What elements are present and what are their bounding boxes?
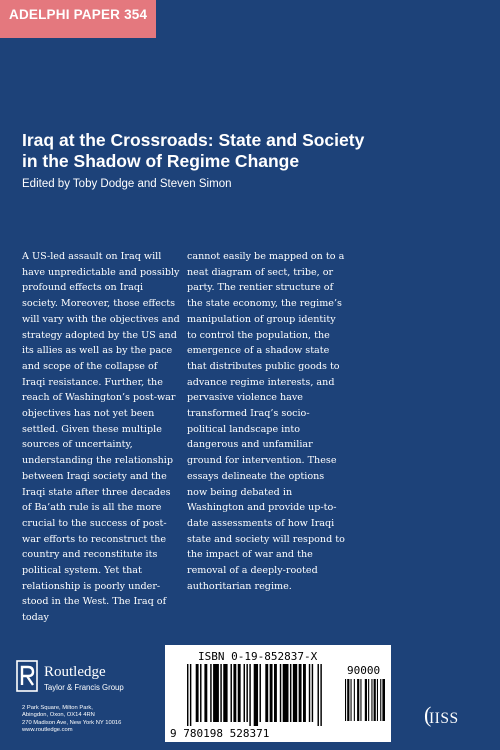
ean-barcode <box>187 664 339 726</box>
barcode-bar <box>223 664 227 722</box>
barcode-bar <box>213 664 219 722</box>
price-barcode <box>345 679 385 725</box>
barcode-bar <box>204 664 207 722</box>
barcode-bar <box>260 664 261 722</box>
barcode-bar <box>299 664 302 722</box>
publisher-group: Taylor & Francis Group <box>44 683 124 692</box>
barcode-bar <box>377 679 378 721</box>
barcode-bar <box>365 679 367 721</box>
book-title-line-2: in the Shadow of Regime Change <box>22 151 300 171</box>
barcode-bar <box>303 664 306 722</box>
barcode-bar <box>318 664 319 726</box>
barcode-bar <box>345 679 346 721</box>
address-line: 270 Madison Ave, New York NY 10016 <box>22 719 122 726</box>
barcode-bar <box>280 664 281 722</box>
barcode-bar <box>371 679 372 721</box>
barcode-bar <box>254 664 258 726</box>
publisher-address <box>22 705 121 734</box>
address-line: Abingdon, Oxon, OX14 4RN <box>22 712 95 719</box>
barcode-bar <box>244 664 245 722</box>
isbn-text: ISBN 0-19-852837-X <box>198 650 318 663</box>
publisher-name: Routledge <box>44 664 106 680</box>
price-code: 90000 <box>347 664 381 677</box>
barcode-bar <box>351 679 352 721</box>
barcode-bar <box>374 679 376 721</box>
barcode-bar <box>320 664 321 726</box>
address-line: www.routledge.com <box>22 726 73 733</box>
barcode-bar <box>270 664 273 722</box>
address-line: 2 Park Square, Milton Park, <box>22 705 93 711</box>
routledge-logo-icon <box>16 660 38 692</box>
barcode-bar <box>368 679 369 721</box>
barcode-bar <box>233 664 236 722</box>
barcode-bar <box>246 664 247 722</box>
barcode-bar <box>380 679 381 721</box>
barcode-bar <box>238 664 241 722</box>
barcode-bar <box>220 664 221 722</box>
iiss-logo-text: IISS <box>429 710 459 727</box>
blurb-column-left: A US-led assault on Iraq will have unpredictable and possibly profound effects on Iraqi society. Moreover, those effects will vary with the objectives and strategy adopted by the US and its allies as well as by the pace and scope of the collapse of Iraqi resistance. Further, the reach of Washington’s post-war objectives has not yet been settled. Given these multiple sources of uncertainty, understanding the relationship between Iraqi society and the Iraqi state after three decades of Ba’ath rule is all the more crucial to the success of post-war efforts to reconstruct the country and reconstitute its political system. Yet that relationship is poorly under-stood in the West. The Iraq of today <box>22 251 180 624</box>
editors-line: Edited by Toby Dodge and Steven Simon <box>22 178 232 190</box>
barcode-bar <box>312 664 313 722</box>
barcode-bar <box>274 664 277 722</box>
barcode-bar <box>187 664 188 726</box>
barcode-bar <box>196 664 199 722</box>
iiss-arc-icon: ( <box>424 702 432 727</box>
barcode-bar <box>357 679 359 721</box>
barcode-bar <box>309 664 310 722</box>
barcode-bar <box>249 664 250 726</box>
barcode-panel <box>165 645 391 742</box>
barcode-bar <box>283 664 289 722</box>
barcode-bar <box>200 664 201 722</box>
barcode-bar <box>265 664 268 722</box>
ean-digits: 9 780198 528371 <box>170 727 270 740</box>
barcode-bar <box>354 679 355 721</box>
barcode-bar <box>290 664 291 722</box>
barcode-bar <box>293 664 297 722</box>
barcode-bar <box>231 664 232 722</box>
book-title-line-1: Iraq at the Crossroads: State and Society <box>22 130 365 150</box>
book-title <box>22 130 482 172</box>
barcode-bar <box>210 664 211 722</box>
barcode-bar <box>347 679 349 721</box>
iiss-logo <box>424 702 459 728</box>
series-badge <box>0 0 156 38</box>
blurb-column-right: cannot easily be mapped on to a neat diagram of sect, tribe, or party. The rentier structure of the state economy, the regime’s manipulation of group identity to control the population, the emergence of a shadow state that distributes public goods to advance regime interests, and pervasive violence have transformed Iraq’s socio-political landscape into dangerous and unfamiliar ground for intervention. These essays delineate the options now being debated in Washington and provide up-to-date assessments of how Iraqi state and society will respond to the impact of war and the removal of a deeply-rooted authoritarian regime. <box>187 251 345 592</box>
barcode-bar <box>360 679 361 721</box>
series-label: ADELPHI PAPER 354 <box>9 7 148 22</box>
barcode-bar <box>382 679 385 721</box>
barcode-bar <box>190 664 191 726</box>
